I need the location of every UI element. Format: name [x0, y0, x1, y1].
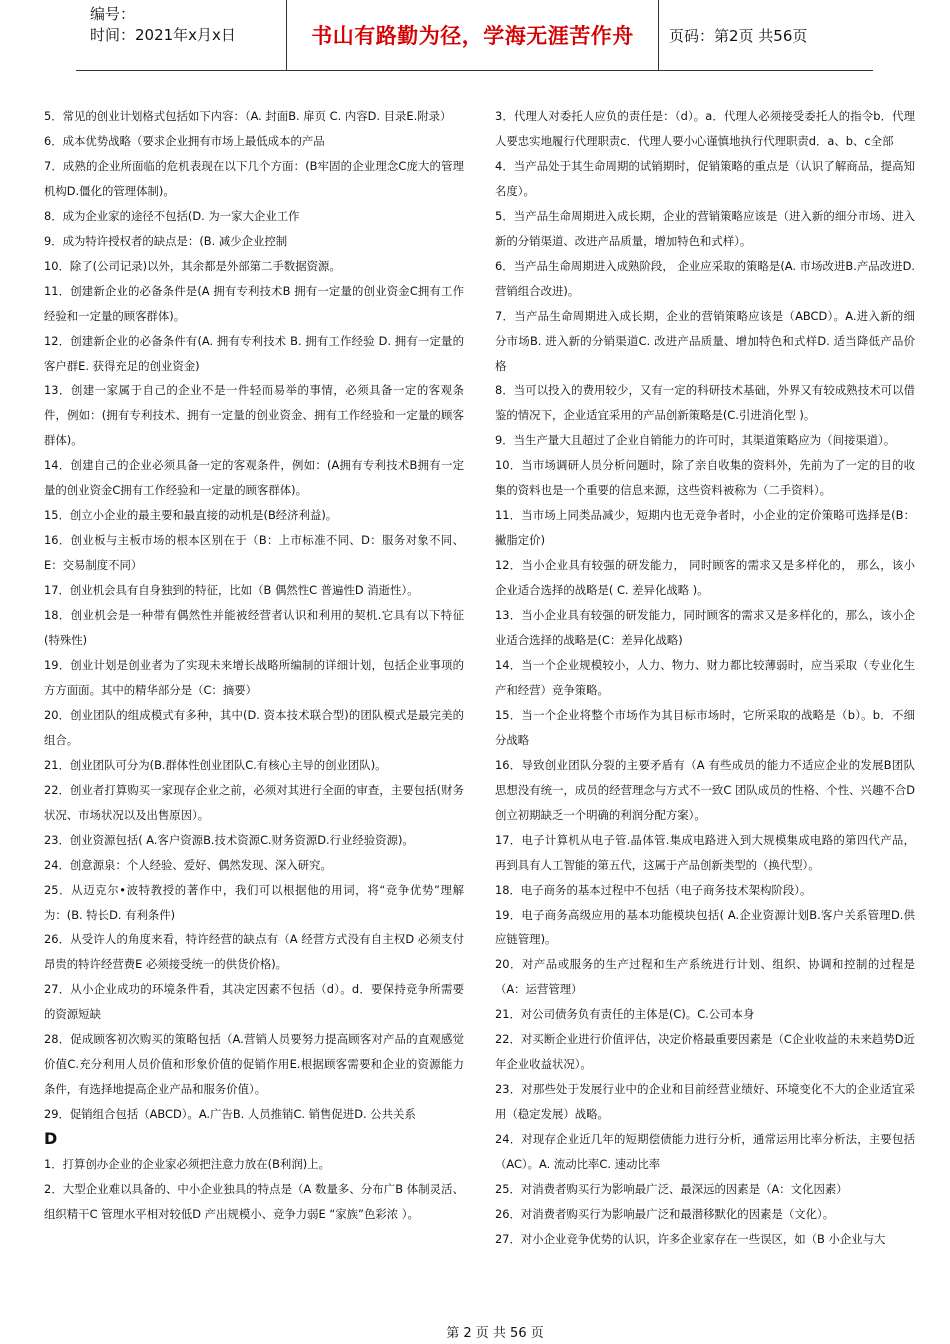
question-item: 9．当生产量大且超过了企业自销能力的许可时，其渠道策略应为（间接渠道）。: [495, 433, 896, 448]
question-item: 12．当小企业具有较强的研发能力， 同时顾客的需求又是多样化的， 那么，该小企业适合选择的战略是( C. 差异化战略 )。: [495, 558, 915, 598]
question-item: 17．创业机会具有自身独到的特征，比如（B 偶然性C 普遍性D 消逝性）。: [44, 583, 419, 598]
question-item: 7．成熟的企业所面临的危机表现在以下几个方面：(B牢固的企业理念C庞大的管理机构D.僵化的管理体制)。: [44, 158, 464, 198]
page-footer: 第 2 页 共 56 页: [446, 1326, 544, 1341]
question-item: 22．创业者打算购买一家现存企业之前，必须对其进行全面的审查，主要包括(财务状况、市场状况以及出售原因）。: [44, 782, 464, 822]
question-item: 21．创业团队可分为(B.群体性创业团队C.有核心主导的创业团队)。: [44, 757, 387, 772]
question-item: 9．成为特许授权者的缺点是：(B. 减少企业控制: [44, 233, 288, 248]
question-item: 24．对现存企业近几年的短期偿债能力进行分析，通常运用比率分析法，主要包括（AC）。A. 流动比率C. 速动比率: [495, 1132, 915, 1172]
question-item: 26．从受许人的角度来看，特许经营的缺点有（A 经营方式没有自主权D 必须支付昂贵的特许经营费E 必须接受统一的供货价格)。: [44, 932, 464, 972]
question-item: 11．创建新企业的必备条件是(A 拥有专利技术B 拥有一定量的创业资金C拥有工作经验和一定量的顾客群体)。: [44, 283, 464, 323]
question-item: 13．创建一家属于自己的企业不是一件轻而易举的事情，必须具备一定的客观条件，例如：(拥有专利技术、拥有一定量的创业资金、拥有工作经验和一定量的顾客群体)。: [44, 383, 464, 448]
question-item: 13．当小企业具有较强的研发能力，同时顾客的需求又是多样化的，那么，该小企业适合选择的战略是(C：差异化战略): [495, 608, 915, 648]
document-number-label: 编号：: [90, 5, 136, 23]
question-item: 19．电子商务高级应用的基本功能模块包括( A.企业资源计划B.客户关系管理D.供应链管理)。: [495, 907, 915, 947]
question-item: 25．对消费者购买行为影响最广泛、最深远的因素是（A：文化因素）: [495, 1181, 848, 1196]
question-item: 19．创业计划是创业者为了实现未来增长战略所编制的详细计划，包括企业事项的方方面面。其中的精华部分是（C：摘要）: [44, 657, 464, 697]
question-item: 5．当产品生命周期进入成长期，企业的营销策略应该是（进入新的细分市场、进入新的分销渠道、改进产品质量，增加特色和式样）。: [495, 208, 915, 248]
question-item: 24．创意源泉：个人经验、爱好、偶然发现、深入研究。: [44, 857, 332, 872]
question-item: 7．当产品生命周期进入成长期，企业的营销策略应该是（ABCD）。A.进入新的细分市场B. 进入新的分销渠道C. 改进产品质量、增加特色和式样D. 适当降低产品价格: [495, 308, 915, 373]
right-column: [495, 104, 915, 1252]
question-item: 5．常见的创业计划格式包括如下内容：（A. 封面B. 扉页 C. 内容D. 目录E.附录）: [44, 109, 452, 123]
question-item: 2．大型企业难以具备的、中小企业独具的特点是（A 数量多、分布广B 体制灵活、组织精干C 管理水平相对较低D 产出规模小、竞争力弱E “家族”色彩浓 ）。: [44, 1181, 464, 1221]
question-item: 29．促销组合包括（ABCD）。A.广告B. 人员推销C. 销售促进D. 公共关系: [44, 1107, 416, 1122]
question-item: 20．创业团队的组成模式有多种，其中(D. 资本技术联合型)的团队模式是最完美的组合。: [44, 707, 464, 747]
question-item: 23．对那些处于发展行业中的企业和目前经营业绩好、环境变化不大的企业适宜采用（稳定发展）战略。: [495, 1082, 915, 1122]
document-time-label: 时间：2021年x月x日: [90, 26, 236, 44]
question-item: 27．从小企业成功的环境条件看，其决定因素不包括（d）。d．要保持竞争所需要的资源短缺: [44, 982, 464, 1022]
left-column: [44, 104, 464, 1227]
question-item: 27．对小企业竞争优势的认识，许多企业家存在一些误区，如（B 小企业与大: [495, 1231, 886, 1246]
question-item: 10．除了(公司记录)以外，其余都是外部第二手数据资源。: [44, 258, 341, 273]
question-item: 14．当一个企业规模较小，人力、物力、财力都比较薄弱时，应当采取（专业化生产和经营）竞争策略。: [495, 657, 915, 697]
header-motto: 书山有路勤为径，学海无涯苦作舟: [286, 0, 659, 70]
question-item: 18．电子商务的基本过程中不包括（电子商务技术架构阶段）。: [495, 882, 812, 897]
question-item: 15．当一个企业将整个市场作为其目标市场时，它所采取的战略是（b）。b．不细分战略: [495, 707, 915, 747]
section-heading: D: [44, 1129, 58, 1149]
question-item: 11．当市场上同类品减少，短期内也无竞争者时，小企业的定价策略可选择是(B：撇脂定价): [495, 508, 915, 548]
question-item: 4．当产品处于其生命周期的试销期时，促销策略的重点是（认识了解商品，提高知名度）。: [495, 158, 915, 198]
question-item: 21．对公司债务负有责任的主体是(C)。C.公司本身: [495, 1007, 755, 1022]
question-item: 25．从迈克尔•波特教授的著作中，我们可以根据他的用词，将“竞争优势”理解为：(B. 特长D. 有利条件): [44, 882, 464, 922]
question-item: 15．创立小企业的最主要和最直接的动机是(B经济利益)。: [44, 508, 338, 523]
header-page-label: 页码：第2页 共56页: [669, 26, 808, 45]
question-item: 18．创业机会是一种带有偶然性并能被经营者认识和利用的契机.它具有以下特征(特殊性): [44, 608, 464, 648]
question-item: 20．对产品或服务的生产过程和生产系统进行计划、组织、协调和控制的过程是（A：运营管理）: [495, 957, 915, 997]
question-item: 6．成本优势战略（要求企业拥有市场上最低成本的产品: [44, 133, 325, 148]
page-header: [76, 0, 873, 71]
question-item: 8．成为企业家的途径不包括(D. 为一家大企业工作: [44, 208, 300, 223]
header-info: [76, 0, 286, 70]
question-item: 22．对买断企业进行价值评估，决定价格最重要因素是（C企业收益的未来趋势D近年企业收益状况）。: [495, 1032, 915, 1072]
question-item: 1．打算创办企业的企业家必须把注意力放在(B利润)上。: [44, 1157, 330, 1172]
question-item: 23．创业资源包括( A.客户资源B.技术资源C.财务资源D.行业经验资源)。: [44, 832, 414, 847]
question-item: 17．电子计算机从电子管.晶体管.集成电路进入到大规模集成电路的第四代产品，再到具有人工智能的第五代，这属于产品创新类型的（换代型）。: [495, 832, 915, 872]
question-item: 16．创业板与主板市场的根本区别在于（B：上市标准不同、D：服务对象不同、E：交易制度不同）: [44, 533, 464, 573]
question-item: 26．对消费者购买行为影响最广泛和最潜移默化的因素是（文化）。: [495, 1206, 835, 1221]
question-item: 8．当可以投入的费用较少，又有一定的科研技术基础，外界又有较成熟技术可以借鉴的情况下，企业适宜采用的产品创新策略是(C.引进消化型 )。: [495, 383, 915, 423]
question-item: 14．创建自己的企业必须具备一定的客观条件，例如：(A拥有专利技术B拥有一定量的创业资金C拥有工作经验和一定量的顾客群体)。: [44, 458, 464, 498]
question-item: 6．当产品生命周期进入成熟阶段， 企业应采取的策略是(A. 市场改进B.产品改进D.营销组合改进)。: [495, 258, 915, 298]
question-item: 16．导致创业团队分裂的主要矛盾有（A 有些成员的能力不适应企业的发展B团队思想没有统一，成员的经营理念与方式不一致C 团队成员的性格、个性、兴趣不合D 创立初期缺乏一个明确的利润分配方案）。: [495, 757, 915, 822]
question-item: 10．当市场调研人员分析问题时，除了亲自收集的资料外，先前为了一定的目的收集的资料也是一个重要的信息来源，这些资料被称为（二手资料）。: [495, 458, 915, 498]
question-item: 28．促成顾客初次购买的策略包括（A.营销人员要努力提高顾客对产品的直观感觉价值C.充分利用人员价值和形象价值的促销作用E.根据顾客需要和企业的资源能力条件，有选择地提高企业产品和服务价值）。: [44, 1032, 464, 1097]
question-item: 12．创建新企业的必备条件有(A. 拥有专利技术 B. 拥有工作经验 D. 拥有一定量的客户群E. 获得充足的创业资金): [44, 333, 464, 373]
question-item: 3．代理人对委托人应负的责任是：（d）。a．代理人必须接受委托人的指令b．代理人要忠实地履行代理职责c．代理人要小心谨慎地执行代理职责d．a、b、c全部: [495, 109, 915, 148]
